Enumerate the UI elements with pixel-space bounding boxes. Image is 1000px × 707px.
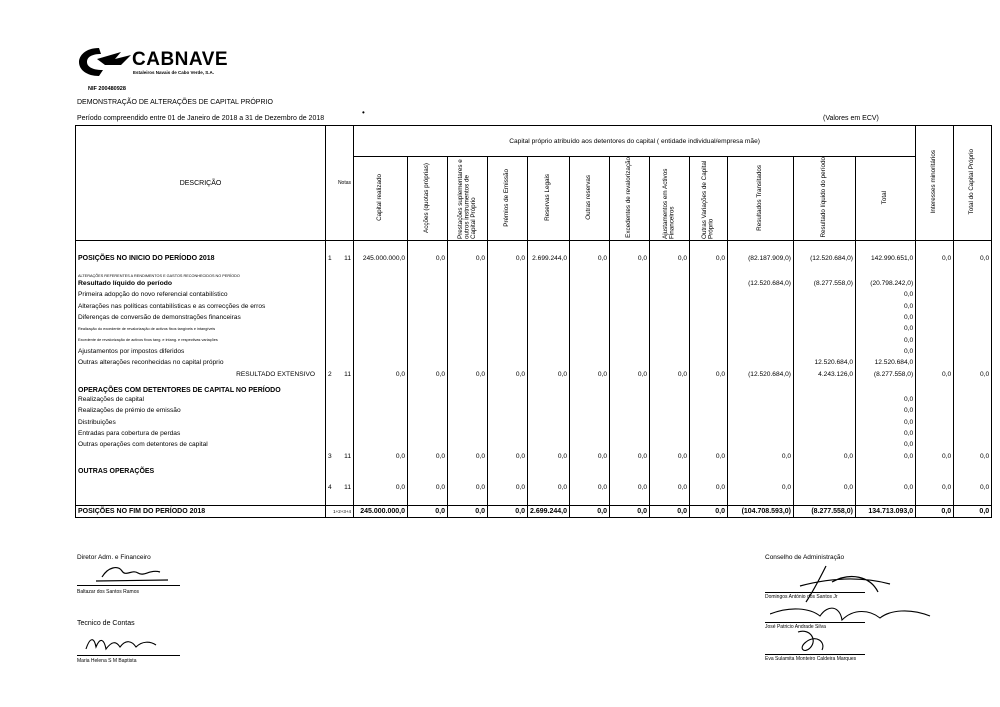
table-row (76, 278, 992, 289)
description-header: DESCRIÇÃO (76, 126, 326, 241)
cell-value: 0,0 (448, 482, 488, 493)
cell-value: (104.708.593,0) (728, 505, 794, 517)
table-row (76, 300, 992, 311)
cell-value: (8.277.558,0) (856, 368, 916, 379)
table-row (76, 312, 992, 323)
table-row (76, 334, 992, 345)
row-index: 2 (326, 368, 334, 379)
table-row (76, 416, 992, 427)
table-row (76, 482, 992, 493)
row-label: Ajustamentos por impostos diferidos (76, 346, 326, 357)
cell-value: 0,0 (448, 505, 488, 517)
cell-value: (8.277.558,0) (794, 278, 856, 289)
cell-value: (82.187.909,0) (728, 252, 794, 263)
cell-value: 0,0 (690, 368, 728, 379)
cell-value: 0,0 (528, 368, 570, 379)
nif-number: NIF 200480928 (88, 86, 126, 92)
cell-value: (12.520.684,0) (794, 252, 856, 263)
row-label: RESULTADO EXTENSIVO (76, 368, 326, 379)
column-header: Interesses minoritários (916, 126, 954, 241)
row-note: 11 (344, 484, 351, 492)
row-label: Realização do excedente de revalorização de activos fixos tangíveis e intangíveis (76, 323, 326, 334)
cell-value: 0,0 (488, 482, 528, 493)
cell-value: 2.699.244,0 (528, 505, 570, 517)
notes-header: Notas (326, 126, 354, 241)
cell-value: 0,0 (916, 451, 954, 462)
cell-value: 0,0 (408, 252, 448, 263)
cell-value: 0,0 (954, 451, 992, 462)
signer-title-accountant: Tecnico de Contas (77, 620, 135, 627)
cell-value: 134.713.093,0 (856, 505, 916, 517)
table-row (76, 405, 992, 416)
cell-value: (20.798.242,0) (856, 278, 916, 289)
column-header: Prémios de Emissão (488, 157, 528, 241)
row-index: 1 (326, 252, 334, 263)
cell-value: 12.520.684,0 (856, 357, 916, 368)
signature-drawing (88, 563, 178, 585)
cell-value: 0,0 (856, 451, 916, 462)
cell-value: 0,0 (916, 505, 954, 517)
signer-name-board-3: Eva Sulamita Monteiro Caldeira Marques (765, 656, 857, 662)
cell-value: 0,0 (728, 451, 794, 462)
cell-value: 0,0 (690, 451, 728, 462)
signature-drawing (770, 562, 940, 658)
signature-line (765, 622, 865, 623)
row-label: Alterações nas políticas contabilísticas e as correcções de erros (76, 300, 326, 311)
cell-value: 0,0 (488, 451, 528, 462)
cell-value: 0,0 (650, 252, 690, 263)
cell-value: 0,0 (856, 439, 916, 450)
cell-value: 0,0 (610, 252, 650, 263)
cell-value: 0,0 (528, 451, 570, 462)
signature-drawing (80, 633, 170, 655)
cell-value: 0,0 (916, 368, 954, 379)
row-label: POSIÇÕES NO INICIO DO PERÍODO 2018 (76, 252, 326, 263)
group-header-row (76, 126, 992, 157)
cell-value: 0,0 (408, 482, 448, 493)
cell-value: 0,0 (528, 482, 570, 493)
cell-value: (12.520.684,0) (728, 368, 794, 379)
cell-value: 0,0 (690, 505, 728, 517)
equity-changes-table (75, 125, 992, 518)
cell-value: 0,0 (650, 451, 690, 462)
signer-name-director: Baltazar dos Santos Ramos (77, 589, 139, 595)
section-label: OUTRAS OPERAÇÕES (76, 462, 326, 482)
row-note: 11 (344, 452, 351, 460)
cell-value: 0,0 (354, 482, 408, 493)
table-row (76, 368, 992, 379)
group-header: Capital próprio atribuído aos detentores do capital ( entidade individual/empresa mãe) (354, 126, 916, 157)
column-header: Reservas Legais (528, 157, 570, 241)
table-row (76, 439, 992, 450)
cell-value: 0,0 (448, 451, 488, 462)
column-header: Resultados Transitados (728, 157, 794, 241)
column-header: Resultado líquido do período (794, 157, 856, 241)
row-label: Distribuições (76, 416, 326, 427)
row-index: 1+2+3+4 (326, 505, 354, 517)
cell-value: 0,0 (954, 482, 992, 493)
cell-value: (12.520.684,0) (728, 278, 794, 289)
table-row (76, 394, 992, 405)
table-row (76, 252, 992, 263)
cell-value: 0,0 (954, 368, 992, 379)
cell-value: 0,0 (408, 505, 448, 517)
row-label: Entradas para cobertura de perdas (76, 428, 326, 439)
cell-value: 0,0 (856, 416, 916, 427)
row-label: Excedente de revalorização de activos fixos tang. e intang. e respectivas variações (76, 334, 326, 345)
signature-line (77, 585, 180, 586)
cell-value: 0,0 (954, 505, 992, 517)
cell-value: 0,0 (690, 482, 728, 493)
row-label: Diferenças de conversão de demonstrações financeiras (76, 312, 326, 323)
cell-value: 0,0 (856, 289, 916, 300)
signature-line (765, 654, 865, 655)
cell-value: 0,0 (650, 482, 690, 493)
column-header: Acções (quotas próprias) (408, 157, 448, 241)
table-row (76, 346, 992, 357)
column-header: Outras reservas (570, 157, 610, 241)
cell-value: 0,0 (570, 505, 610, 517)
cell-value: 0,0 (690, 252, 728, 263)
table-row (76, 323, 992, 334)
cell-value: 0,0 (354, 451, 408, 462)
table-row (76, 451, 992, 462)
section-label: ALTERAÇÕES REFERENTES A RENDIMENTOS E GASTOS RECONHECIDOS NO PERÍODO (76, 264, 326, 278)
cell-value: 0,0 (610, 505, 650, 517)
signer-name-board-1: Domingos António dos Santos Jr (765, 594, 838, 600)
cell-value: 0,0 (856, 334, 916, 345)
row-label: Outras operações com detentores de capital (76, 439, 326, 450)
cabnave-logo-icon (77, 46, 133, 78)
reporting-period: Período compreendido entre 01 de Janeiro de 2018 a 31 de Dezembro de 2018 (77, 115, 325, 122)
currency-note: (Valores em ECV) (823, 115, 879, 122)
signature-line (77, 655, 180, 656)
cell-value: 0,0 (488, 368, 528, 379)
cell-value: 0,0 (354, 368, 408, 379)
cell-value: 0,0 (488, 252, 528, 263)
cell-value: 0,0 (448, 368, 488, 379)
cell-value: 0,0 (728, 482, 794, 493)
row-index: 4 (326, 482, 334, 493)
signer-title-board: Conselho de Administração (765, 554, 845, 561)
cell-value: 0,0 (856, 323, 916, 334)
cell-value: 0,0 (570, 451, 610, 462)
cell-value: 2.699.244,0 (528, 252, 570, 263)
cell-value: 0,0 (570, 482, 610, 493)
row-label: Realizações de prémio de emissão (76, 405, 326, 416)
row-label: Realizações de capital (76, 394, 326, 405)
cell-value: 0,0 (408, 368, 448, 379)
signature-line (765, 592, 865, 593)
table-row (76, 289, 992, 300)
column-header: Outras Variações de Capital Próprio (690, 157, 728, 241)
row-label: Resultado líquido do período (76, 278, 326, 289)
cell-value: 0,0 (610, 482, 650, 493)
signer-title-director: Diretor Adm. e Financeiro (77, 554, 151, 561)
signer-name-accountant: Maria Helena S M Baptista (77, 658, 137, 664)
document-title: DEMONSTRAÇÃO DE ALTERAÇÕES DE CAPITAL PRÓPRIO (77, 99, 273, 106)
row-label: Outras alterações reconhecidas no capital próprio (76, 357, 326, 368)
cell-value: 0,0 (610, 451, 650, 462)
cell-value: 4.243.126,0 (794, 368, 856, 379)
cell-value: 245.000.000,0 (354, 252, 408, 263)
cell-value: 142.990.651,0 (856, 252, 916, 263)
table-row (76, 428, 992, 439)
column-header: Excedentes de revalorização (610, 157, 650, 241)
cell-value: 0,0 (610, 368, 650, 379)
cell-value: 0,0 (448, 252, 488, 263)
cell-value: 0,0 (856, 428, 916, 439)
cell-value: 0,0 (954, 252, 992, 263)
cell-value: 0,0 (856, 312, 916, 323)
cell-value: 0,0 (856, 405, 916, 416)
column-header: Prestações suplementares e outros instrumentos de Capital Próprio (448, 157, 488, 241)
row-note: 11 (344, 370, 351, 378)
cell-value: 0,0 (916, 252, 954, 263)
cell-value: 0,0 (856, 300, 916, 311)
column-header: Capital realizado (354, 157, 408, 241)
section-label: OPERAÇÕES COM DETENTORES DE CAPITAL NO PERÍODO (76, 380, 326, 394)
cell-value: 12.520.684,0 (794, 357, 856, 368)
column-header: Total do Capital Próprio (954, 126, 992, 241)
company-name: CABNAVE (132, 49, 229, 70)
cell-value: 0,0 (488, 505, 528, 517)
row-label: Primeira adopção do novo referencial contabilístico (76, 289, 326, 300)
cell-value: 0,0 (650, 368, 690, 379)
table-row-total (76, 505, 992, 517)
cell-value: 0,0 (856, 394, 916, 405)
cell-value: 0,0 (570, 368, 610, 379)
row-index: 3 (326, 451, 334, 462)
cell-value: 0,0 (856, 346, 916, 357)
signer-name-board-2: José Patricio Andrade Silva (765, 624, 826, 630)
stray-mark: • (362, 108, 365, 117)
cell-value: 0,0 (794, 482, 856, 493)
cell-value: 0,0 (650, 505, 690, 517)
cell-value: (8.277.558,0) (794, 505, 856, 517)
cell-value: 245.000.000,0 (354, 505, 408, 517)
row-label: POSIÇÕES NO FIM DO PERÍODO 2018 (76, 505, 326, 517)
column-header: Total (856, 157, 916, 241)
table-row (76, 357, 992, 368)
cell-value: 0,0 (408, 451, 448, 462)
company-subtitle: Estaleiros Navais de Cabo Verde, S.A. (133, 70, 215, 75)
cell-value: 0,0 (916, 482, 954, 493)
column-header: Ajustamentos em Activos Financeiros (650, 157, 690, 241)
cell-value: 0,0 (570, 252, 610, 263)
cell-value: 0,0 (856, 482, 916, 493)
cell-value: 0,0 (794, 451, 856, 462)
row-note: 11 (344, 254, 351, 262)
